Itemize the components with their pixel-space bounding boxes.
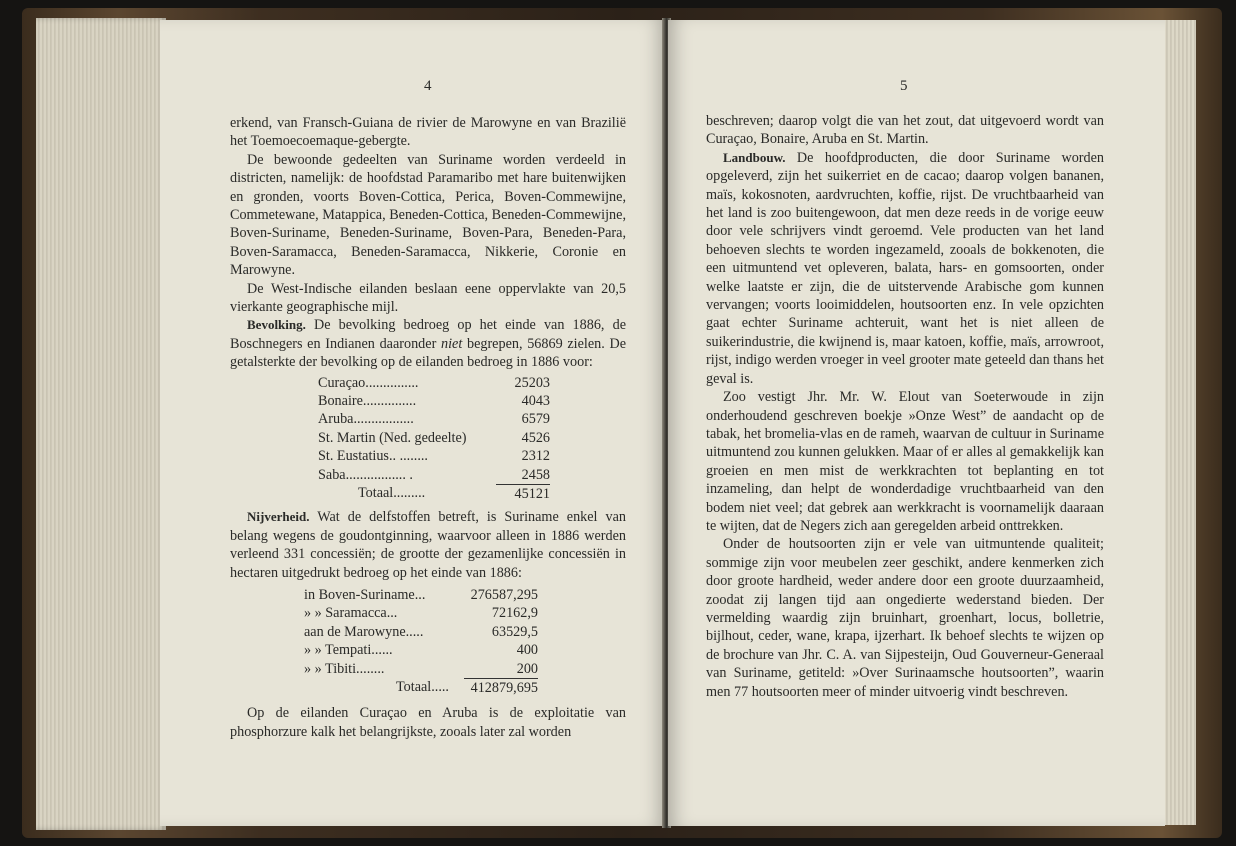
total-value: 45121 <box>496 484 550 502</box>
row-value: 63529,5 <box>491 623 538 640</box>
page-edges-right <box>1160 20 1196 825</box>
table-row <box>230 641 626 659</box>
paragraph-landbouw <box>706 149 1104 388</box>
row-label: aan de Marowyne..... <box>304 623 424 640</box>
table-row <box>230 410 626 428</box>
table-row <box>230 429 626 447</box>
row-value: 4526 <box>521 429 550 446</box>
table-row <box>230 374 626 392</box>
row-value: 276587,295 <box>470 587 538 604</box>
emphasis: niet <box>441 335 463 352</box>
paragraph-bevolking <box>230 316 626 371</box>
page-number: 5 <box>900 78 908 94</box>
row-value: 2458 <box>521 466 550 483</box>
section-heading: Landbouw. <box>723 149 786 165</box>
paragraph: erkend, van Fransch-Guiana de rivier de Marowyne en van Brazilië het Toemoecoemaque-gebergte. <box>230 115 626 150</box>
row-value: 25203 <box>514 374 550 391</box>
left-page <box>160 20 665 826</box>
paragraph: Zoo vestigt Jhr. Mr. W. Elout van Soeterwoude in zijn onderhoudend geschreven boekje »Onze West” de aandacht op de tabak, het bromelia-vlas en de rameh, waarvan de cultuur in Suriname uitmuntend zou kunnen gelukken. Maar of er alles al gemakkelijk kan groeien en men mist de werkkrachten tot beplanting en tot inzameling, dan helpt de wonderdadige vruchtbaarheid van den bodem niet veel; dat gebrek aan werkkracht is voornamelijk daaraan te wijten, dat de Negers zich aan geregelden arbeid onttrekken. <box>706 389 1104 534</box>
table-row <box>230 586 626 604</box>
row-label: » » Tibiti........ <box>304 660 385 677</box>
row-value: 2312 <box>521 448 550 465</box>
concessions-table <box>230 586 626 696</box>
right-page <box>668 20 1165 826</box>
paragraph-nijverheid <box>230 508 626 582</box>
table-row <box>230 623 626 641</box>
table-row <box>230 447 626 465</box>
page-edges-left <box>36 18 166 830</box>
row-label: in Boven-Suriname... <box>304 587 426 604</box>
row-label: Curaçao............... <box>318 374 419 391</box>
paragraph: De bewoonde gedeelten van Suriname worden verdeeld in districten, namelijk: de hoofdstad Paramaribo met hare buitenwijken en gronden, voorts Boven-Cottica, Perica, Boven-Commewijne, Commetewane, Matappica, Beneden-Cottica, Beneden-Commewijne, Boven-Suriname, Beneden-Suriname, Boven-Para, Beneden-Para, Boven-Saramacca, Beneden-Saramacca, Nikkerie, Coronie en Marowyne. <box>230 151 626 279</box>
right-page-text <box>706 112 1104 701</box>
row-label: » » Saramacca... <box>304 605 398 622</box>
row-label: Saba................. . <box>318 466 413 483</box>
section-heading: Nijverheid. <box>247 509 310 525</box>
left-page-text <box>230 114 626 741</box>
table-total-row <box>230 484 626 502</box>
table-row <box>230 660 626 678</box>
section-heading: Bevolking. <box>247 317 306 333</box>
row-label: St. Martin (Ned. gedeelte) <box>318 429 467 446</box>
row-value: 400 <box>516 642 538 659</box>
row-label: » » Tempati...... <box>304 642 393 659</box>
paragraph-text: begrepen, 56869 zielen. De getalsterkte der bevolking op de eilanden bedroeg in 1886 voor: <box>230 335 626 371</box>
paragraph: De West-Indische eilanden beslaan eene oppervlakte van 20,5 vierkante geographische mijl. <box>230 280 626 316</box>
row-value: 4043 <box>521 393 550 410</box>
population-table <box>230 374 626 503</box>
paragraph: Op de eilanden Curaçao en Aruba is de exploitatie van phosphorzure kalk het belangrijkste, zooals later zal worden <box>230 705 626 740</box>
paragraph: Onder de houtsoorten zijn er vele van uitmuntende qualiteit; sommige zijn voor meubelen zeer geschikt, andere kenmerken zich door groote hardheid, weder andere door een groote duurzaamheid, zoodat zij langen tijd aan ongedierte wederstand bieden. Der vermelding waardig zijn bruinhart, groenhart, locus, bolletrie, bijlhout, ceder, wane, krapa, ijzerhart. Ik behoef slechts te wijzen op de brochure van Jhr. C. A. van Sijpesteijn, Oud Gouverneur-Generaal van Suriname, getiteld: »Over Surinaamsche houtsoorten”, waarin men 77 houtsoorten meer of minder uitvoerig vindt beschreven. <box>706 536 1104 700</box>
total-value: 412879,695 <box>464 678 538 696</box>
row-value: 72162,9 <box>491 605 538 622</box>
paragraph-text: Wat de delfstoffen betreft, is Suriname enkel van belang wegens de goudontginning, waarvoor alleen in 1886 werden verleend 331 concessiën; de grootte der gezamenlijke concessiën in hectaren uitgedrukt bedroeg op het einde van 1886: <box>230 509 626 581</box>
table-total-row <box>230 678 626 696</box>
table-row <box>230 392 626 410</box>
row-value: 6579 <box>521 411 550 428</box>
page-number: 4 <box>424 78 432 94</box>
table-row <box>230 466 626 484</box>
row-label: St. Eustatius.. ........ <box>318 448 428 465</box>
paragraph-text: De hoofdproducten, die door Suriname worden opgeleverd, zijn het suikerriet en de cacao; daarop volgen bananen, maïs, kokosnoten, aardvruchten, koffie, rijst. De vruchtbaarheid van het land is zoo buitengewoon, dat men deze reeds in de vorige eeuw door vele schrijvers vindt geroemd. Vele producten van het land behoeven slechts te worden ingezameld, zooals de bokkenoten, die een uitmuntend vet opleveren, balata, hars- en gomsoorten, onder welke laatste er zijn, die de uitstervende Arabische gom kunnen vervangen; voorts looimiddelen, houtsoorten enz. In vele opzichten gaat echter Suriname achteruit, want het is niet alleen de suikerindustrie, die kwijnend is, maar katoen, koffie, maïs, arrowroot, rijst, indigo werden vroeger in veel grooter mate geteeld dan thans het geval is. <box>706 149 1104 387</box>
paragraph: beschreven; daarop volgt die van het zout, dat uitgevoerd wordt van Curaçao, Bonaire, Aruba en St. Martin. <box>706 113 1104 148</box>
total-label: Totaal......... <box>358 485 426 502</box>
paragraph-text: De bevolking bedroeg op het einde van 1886, de Boschnegers en Indianen daaronder <box>230 317 626 352</box>
row-label: Aruba................. <box>318 411 414 428</box>
table-row <box>230 604 626 622</box>
row-label: Bonaire............... <box>318 393 417 410</box>
row-value: 200 <box>516 660 538 677</box>
total-label: Totaal..... <box>396 679 449 695</box>
